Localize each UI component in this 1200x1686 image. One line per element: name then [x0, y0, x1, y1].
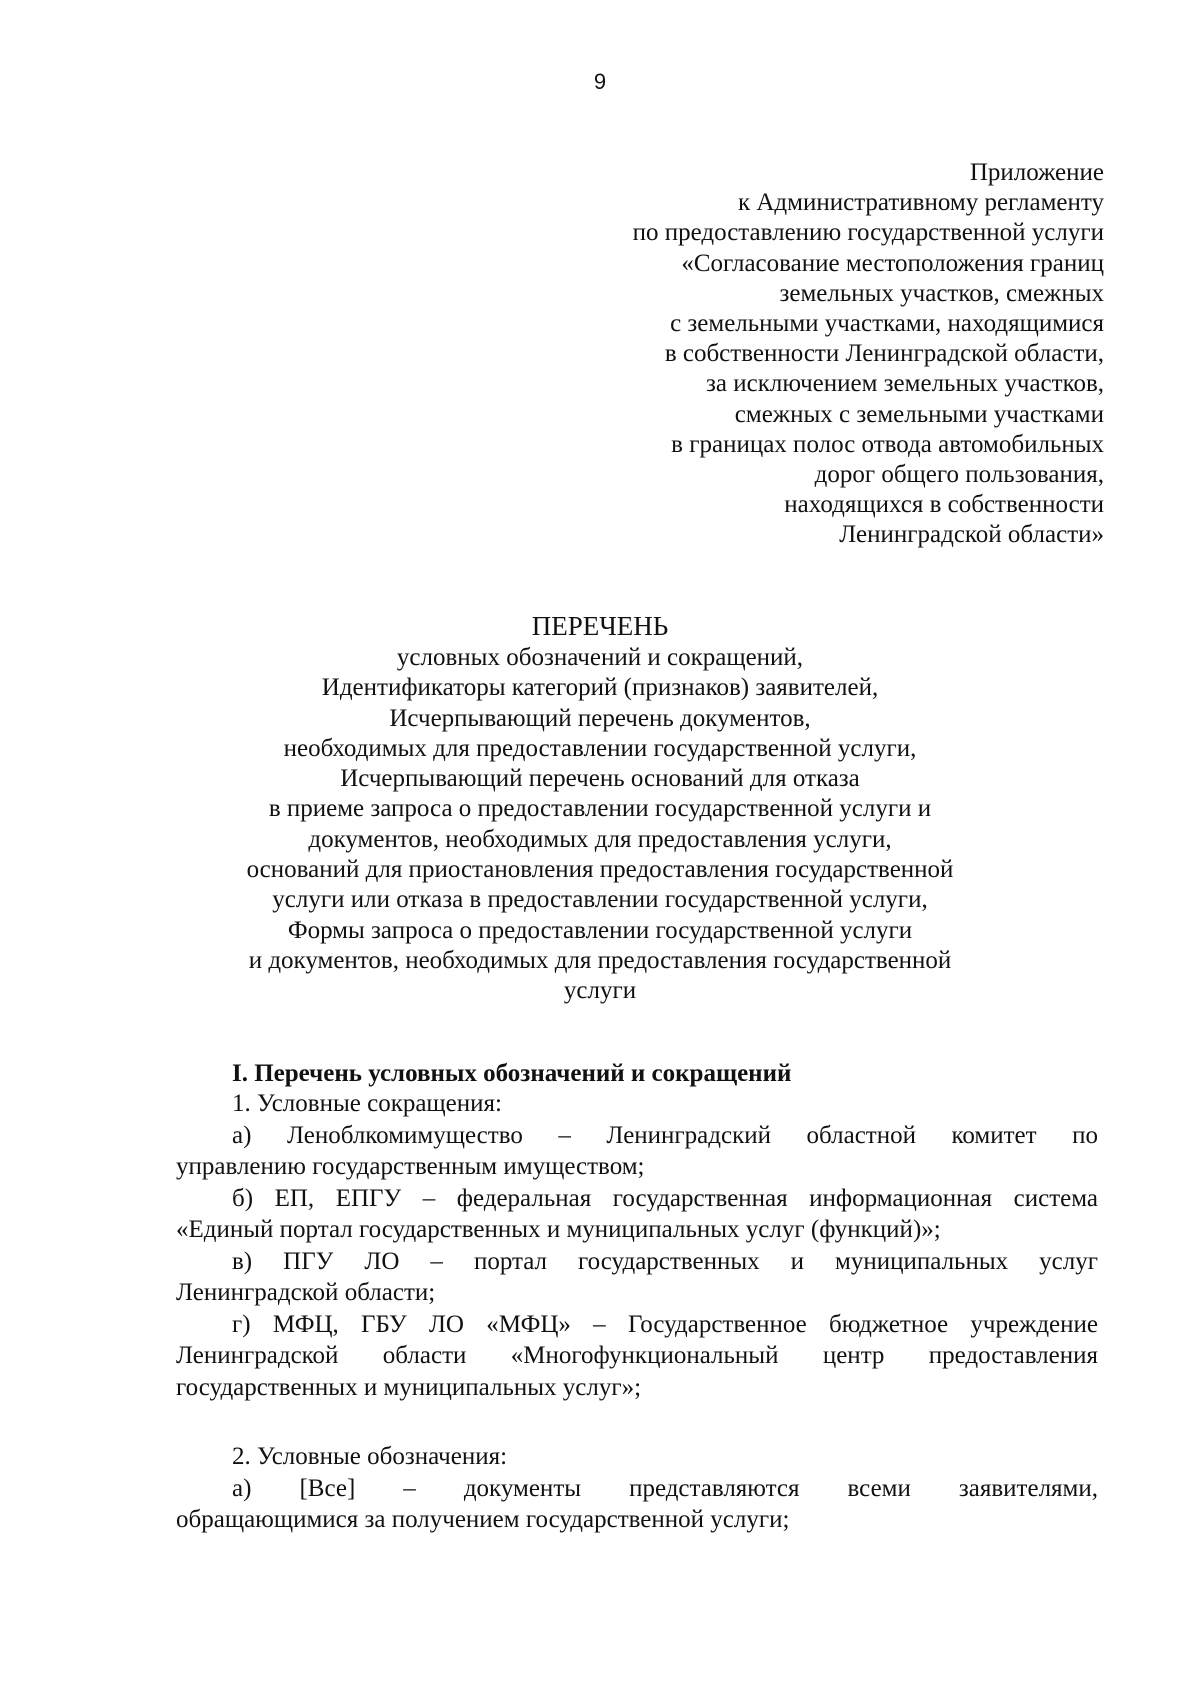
title-subtitle-line: необходимых для предоставлении государственной услуги,	[283, 734, 917, 762]
title-subtitle-line: Идентификаторы категорий (признаков) заявителей,	[321, 674, 879, 702]
title-subtitle-line: Исчерпывающий перечень оснований для отказа	[340, 765, 860, 793]
abbreviation-item-a-line2: управлению государственным имуществом;	[176, 1153, 645, 1180]
title-subtitle-line: условных обозначений и сокращений,	[396, 644, 804, 671]
appendix-line: за исключением земельных участков,	[706, 370, 1104, 398]
abbreviations-section	[176, 1088, 1098, 1403]
title-subtitle-line: в приеме запроса о предоставлении государственной услуги и	[268, 795, 932, 823]
abbreviation-item-b-line1: б) ЕП, ЕПГУ – федеральная государственная информационная система	[232, 1184, 1098, 1212]
abbreviation-item-g-line1: г) МФЦ, ГБУ ЛО «МФЦ» – Государственное бюджетное учреждение	[232, 1310, 1098, 1338]
designations-heading: 2. Условные обозначения:	[232, 1443, 508, 1470]
appendix-line: по предоставлению государственной услуги	[632, 219, 1104, 247]
title-subtitle-line: и документов, необходимых для предоставления государственной	[248, 946, 952, 974]
title-subtitle-line: оснований для приостановления предоставления государственной	[246, 856, 954, 884]
abbreviation-item-a-line1: а) Леноблкомимущество – Ленинградский областной комитет по	[232, 1121, 1098, 1149]
designations-section	[176, 1441, 1098, 1536]
appendix-line: к Административному регламенту	[737, 189, 1104, 217]
abbreviation-item-v-line1: в) ПГУ ЛО – портал государственных и муниципальных услуг	[232, 1247, 1098, 1275]
appendix-line: с земельными участками, находящимися	[670, 310, 1104, 338]
title-subtitle-line: Исчерпывающий перечень документов,	[389, 704, 811, 732]
abbreviation-item-b-line2: «Единый портал государственных и муниципальных услуг (функций)»;	[176, 1216, 941, 1243]
appendix-line: «Согласование местоположения границ	[681, 249, 1104, 277]
document-title: ПЕРЕЧЕНЬ	[531, 611, 669, 641]
appendix-line: смежных с земельными участками	[734, 400, 1104, 428]
appendix-header	[404, 158, 1104, 551]
section-1-heading: I. Перечень условных обозначений и сокращений	[232, 1060, 792, 1087]
title-subtitle-line: документов, необходимых для предоставления услуги,	[308, 825, 892, 853]
designation-item-a-line1: а) [Все] – документы представляются всеми заявителями,	[232, 1474, 1098, 1502]
abbreviations-heading: 1. Условные сокращения:	[232, 1090, 502, 1117]
appendix-line: в границах полос отвода автомобильных	[671, 430, 1104, 458]
abbreviation-item-v-line2: Ленинградской области;	[176, 1279, 436, 1306]
document-title-block	[0, 611, 1200, 1007]
title-subtitle-line: услуги	[563, 977, 637, 1005]
appendix-line: дорог общего пользования,	[814, 461, 1104, 489]
abbreviation-item-g-line3: государственных и муниципальных услуг»;	[176, 1373, 642, 1401]
designation-item-a-line2: обращающимися за получением государственной услуги;	[176, 1506, 790, 1533]
appendix-line: находящихся в собственности	[784, 491, 1104, 519]
title-subtitle-line: Формы запроса о предоставлении государственной услуги	[287, 916, 913, 944]
abbreviation-item-g-line2: Ленинградской области «Многофункциональный центр предоставления	[176, 1342, 1098, 1369]
appendix-line: Ленинградской области»	[839, 521, 1104, 549]
appendix-line: земельных участков, смежных	[779, 279, 1104, 307]
appendix-line: Приложение	[969, 159, 1104, 186]
page-number: 9	[593, 69, 607, 94]
appendix-line: в собственности Ленинградской области,	[664, 340, 1104, 368]
title-subtitle-line: услуги или отказа в предоставлении государственной услуги,	[272, 886, 928, 914]
